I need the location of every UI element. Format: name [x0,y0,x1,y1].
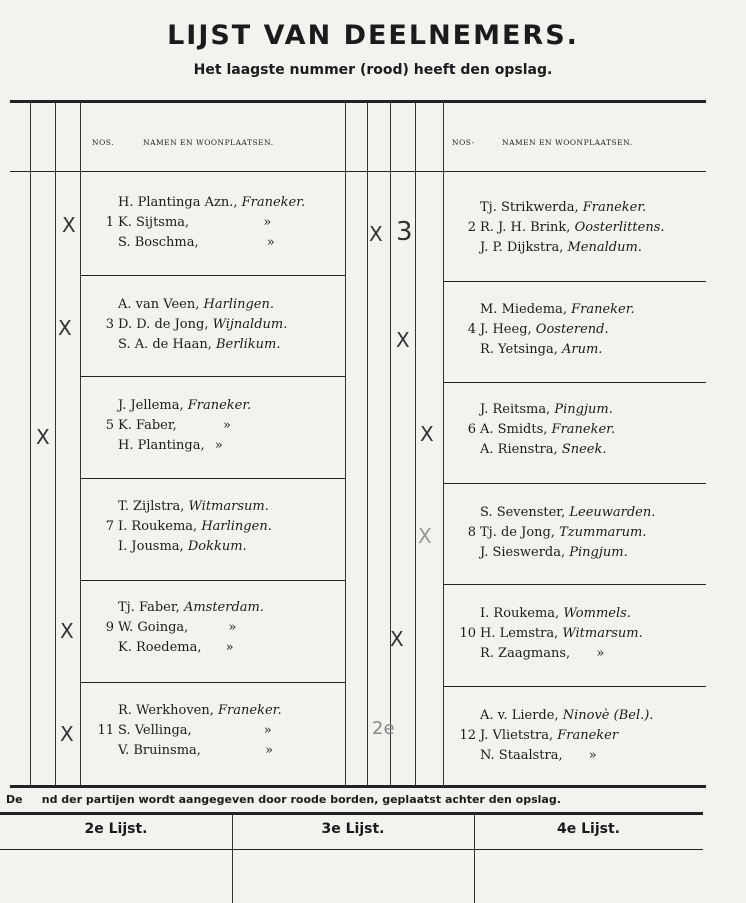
table-top-rule [10,100,706,103]
entry-number: 1 [105,215,114,230]
handwritten-x-mark: X [420,422,434,446]
section-rule [80,376,345,377]
entry-number: 5 [105,418,114,433]
handwritten-x-mark: X [60,722,74,746]
lijst-top-rule [0,812,703,815]
entry-block: M. Miedema, Franeker. 4 J. Heeg, Oosterend. R. Yetsinga, Arum. [467,302,635,357]
section-rule [443,584,706,585]
entry-number: 8 [467,525,476,540]
col-rule [345,103,346,785]
entry-block: A. van Veen, Harlingen. 3 D. D. de Jong, Wijnaldum. S. A. de Haan, Berlikum. [105,297,288,352]
col-rule [390,103,391,785]
handwritten-x-mark: X [60,619,74,643]
col-rule [367,103,368,785]
col-rule [55,103,56,785]
col-rule [443,103,444,785]
section-rule [80,580,345,581]
entry-block: J. Reitsma, Pingjum. 6 A. Smidts, Franeker. A. Rienstra, Sneek. [467,402,616,457]
footnote: De nd der partijen wordt aangegeven door roode borden, geplaatst achter den opslag. [6,793,561,806]
page-title: LIJST VAN DEELNEMERS. [167,20,579,51]
entry-number: 9 [105,620,114,635]
handwritten-x-mark: X [58,316,72,340]
header-nos-right: NOS- [452,138,475,147]
handwritten-numeral-mark: 3 [396,217,413,247]
entry-number: 11 [97,723,114,738]
entry-block: A. v. Lierde, Ninovè (Bel.). 12 J. Vlietstra, Franeker N. Staalstra, » [459,708,654,763]
header-namen-right: NAMEN EN WOONPLAATSEN. [502,138,633,147]
handwritten-x-mark: X [36,425,50,449]
handwritten-x-mark: X [390,627,404,651]
section-rule [80,275,345,276]
entry-block: J. Jellema, Franeker. 5 K. Faber, » H. Plantinga, » [105,398,252,453]
entry-block: Tj. Faber, Amsterdam. 9 W. Goinga, » K. Roedema, » [105,600,264,655]
handwritten-x-mark: X [369,222,383,246]
section-rule [443,483,706,484]
entry-number: 2 [467,220,476,235]
lijst-4-heading: 4e Lijst. [557,821,620,837]
entry-block: I. Roukema, Wommels. 10 H. Lemstra, Witmarsum. R. Zaagmans, » [459,606,643,661]
handwritten-numeral-mark: 2e [372,718,395,739]
lijst-header-rule [0,849,703,850]
header-nos: NOS. [92,138,114,147]
entry-block: H. Plantinga Azn., Franeker. 1 K. Sijtsma, » S. Boschma, » [105,195,306,250]
entry-block: S. Sevenster, Leeuwarden. 8 Tj. de Jong, Tzummarum. J. Sieswerda, Pingjum. [467,505,656,560]
entry-number: 3 [105,317,114,332]
section-rule [80,478,345,479]
handwritten-x-mark: X [62,213,76,237]
entry-number: 4 [467,322,476,337]
table-bottom-rule [10,785,706,788]
handwritten-x-mark: X [418,524,432,548]
entry-block: T. Zijlstra, Witmarsum. 7 I. Roukema, Harlingen. I. Jousma, Dokkum. [105,499,272,554]
entry-number: 10 [459,626,476,641]
entry-number: 12 [459,728,476,743]
page-subtitle: Het laagste nummer (rood) heeft den opslag. [193,62,553,78]
lijst-3-heading: 3e Lijst. [321,821,385,837]
col-rule [415,103,416,785]
lijst-2-heading: 2e Lijst. [84,821,148,837]
entry-number: 7 [105,519,114,534]
entry-number: 6 [467,422,476,437]
header-bottom-rule [10,171,706,172]
section-rule [443,281,706,282]
handwritten-x-mark: X [396,328,410,352]
entry-block: Tj. Strikwerda, Franeker. 2 R. J. H. Brink, Oosterlittens. J. P. Dijkstra, Menaldum. [467,200,665,255]
col-rule [30,103,31,785]
section-rule [443,382,706,383]
entry-block: R. Werkhoven, Franeker. 11 S. Vellinga, » V. Bruinsma, » [97,703,282,758]
section-rule [443,686,706,687]
section-rule [80,682,345,683]
header-namen: NAMEN EN WOONPLAATSEN. [143,138,274,147]
